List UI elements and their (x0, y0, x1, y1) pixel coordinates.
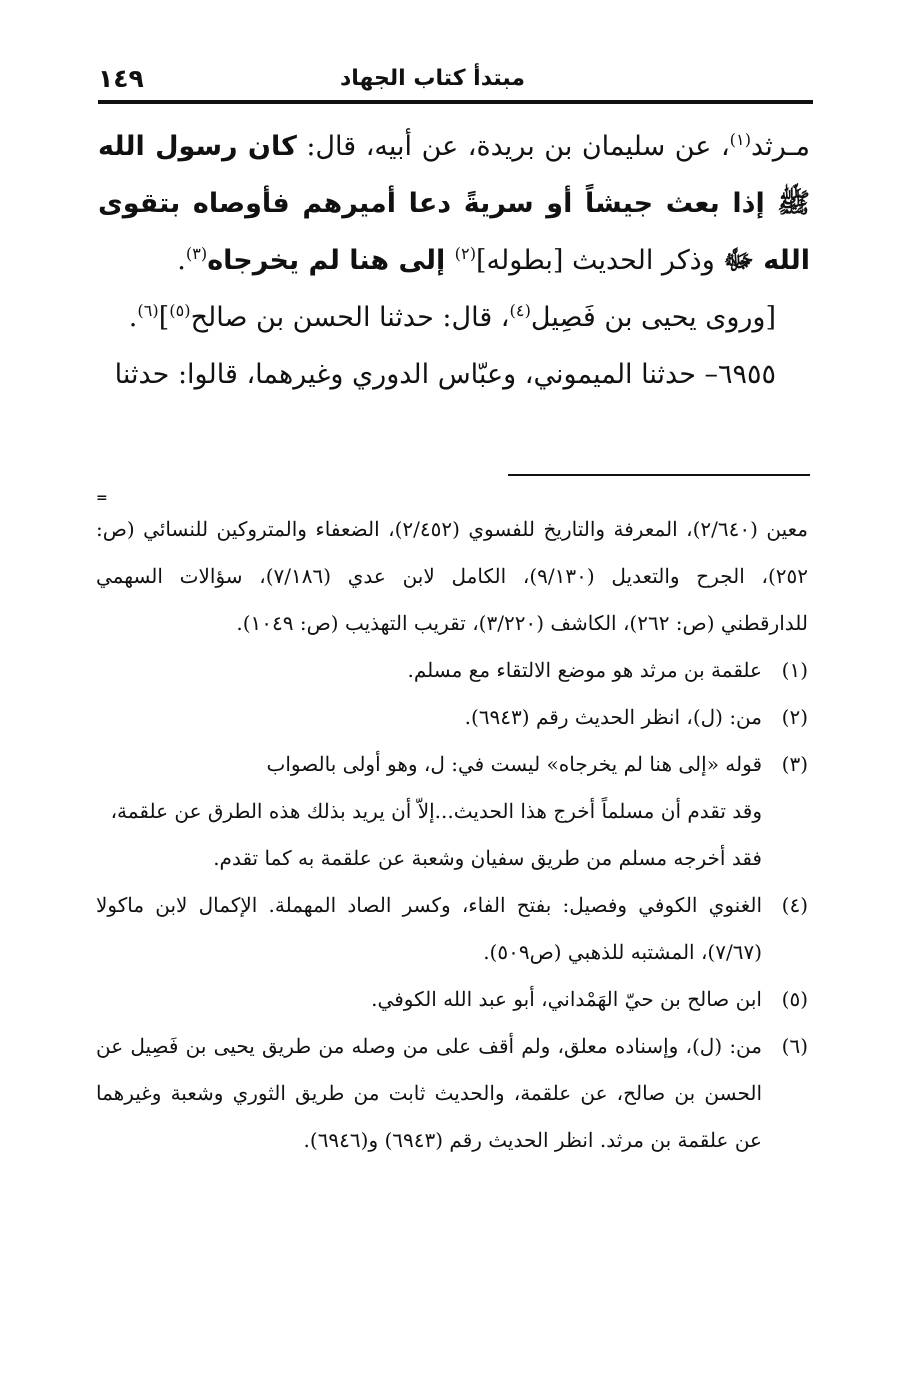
footnote-label: (٥) (781, 987, 808, 1011)
footnote-6 (96, 1023, 808, 1164)
hadith-quote-end: إلى هنا لم يخرجاه (207, 245, 455, 276)
running-title: مبتدأ كتاب الجهاد (339, 66, 525, 91)
footnote-text: علقمة بن مرثد هو موضع الالتقاء مع مسلم. (407, 658, 762, 682)
footnote-4 (96, 882, 808, 976)
paragraph-hadith-6955: ٦٩٥٥– حدثنا الميموني، وعبّاس الدوري وغيرهما، قالوا: حدثنا (114, 359, 776, 390)
text-segment: . (177, 245, 186, 276)
footnote-text: ابن صالح بن حيّ الهَمْداني، أبو عبد الله الكوفي. (371, 987, 762, 1011)
text-segment: . (128, 302, 138, 333)
footnote-text: قوله «إلى هنا لم يخرجاه» ليست في: ل، وهو أولى بالصواب (266, 752, 762, 776)
footnote-label: (٢) (781, 705, 808, 729)
footnote-3-line2: وقد تقدم أن مسلماً أخرج هذا الحديث...إلاّ أن يريد بذلك هذه الطرق عن علقمة، (110, 799, 762, 823)
text-segment: مـرثد (751, 131, 810, 162)
footnote-5 (96, 976, 808, 1023)
footnote-3-line3: فقد أخرجه مسلم من طريق سفيان وشعبة عن علقمة به كما تقدم. (213, 846, 762, 870)
text-segment: ] (158, 302, 170, 333)
footnote-ref: (١) (729, 130, 752, 149)
text-segment: ، قال: حدثنا الحسن بن صالح (190, 302, 510, 333)
paragraph-riwaya (98, 289, 810, 346)
footnotes (96, 506, 808, 1164)
footnote-label: (٦) (781, 1034, 808, 1058)
footnote-text: الغنوي الكوفي وفصيل: بفتح الفاء، وكسر الصاد المهملة. الإكمال لابن ماكولا (٧/٦٧)، المشتبه للذهبي (ص٥٠٩). (96, 893, 762, 964)
footnote-label: (١) (781, 658, 808, 682)
main-text (98, 118, 810, 403)
hadith-quote: كان رسول الله ﷺ إذا بعث جيشاً أو سريةً دعا أميرهم فأوصاه بتقوى الله ﷻ (98, 131, 810, 276)
footnote-text: من: (ل)، انظر الحديث رقم (٦٩٤٣). (464, 705, 762, 729)
footnote-2 (96, 694, 808, 741)
footnote-separator (508, 474, 810, 476)
text-segment: ، عن سليمان بن بريدة، عن أبيه، قال: (296, 131, 730, 162)
continuation-mark: = (96, 490, 108, 506)
footnote-ref: (٥) (169, 301, 191, 320)
footnote-label: (٤) (781, 893, 808, 917)
footnote-label: (٣) (781, 752, 808, 776)
footnote-ref: (٦) (137, 301, 159, 320)
footnote-ref: (٢) (454, 244, 477, 263)
text-segment: [وروى يحيى بن فَصِيل (530, 302, 776, 333)
paragraph-hadith (98, 118, 810, 289)
footnote-1 (96, 647, 808, 694)
page-number: ١٤٩ (98, 64, 144, 93)
footnote-ref: (٣) (185, 244, 208, 263)
footnote-3 (96, 741, 808, 788)
footnote-text: من: (ل)، وإسناده معلق، ولم أقف على من وصله من طريق يحيى بن فَصِيل عن الحسن بن صالح، عن علقمة، والحديث ثابت من طريق الثوري وشعبة وغيرهما عن علقمة بن مرثد. انظر الحديث رقم (٦٩٤٣) و(٦٩٤٦). (96, 1034, 762, 1152)
footnote-ref: (٤) (509, 301, 531, 320)
text-segment: وذكر الحديث [بطوله] (476, 245, 724, 276)
footnote-continuation: معين (٢/٦٤٠)، المعرفة والتاريخ للفسوي (٢/٤٥٢)، الضعفاء والمتروكين للنسائي (ص: ٢٥٢)، الجرح والتعديل (٩/١٣٠)، الكامل لابن عدي (٧/١٨٦)، سؤالات السهمي للدارقطني (ص: ٢٦٢)، الكاشف (٣/٢٢٠)، تقريب التهذيب (ص: ١٠٤٩). (96, 517, 809, 635)
page-header (98, 60, 813, 102)
header-rule (98, 100, 813, 104)
